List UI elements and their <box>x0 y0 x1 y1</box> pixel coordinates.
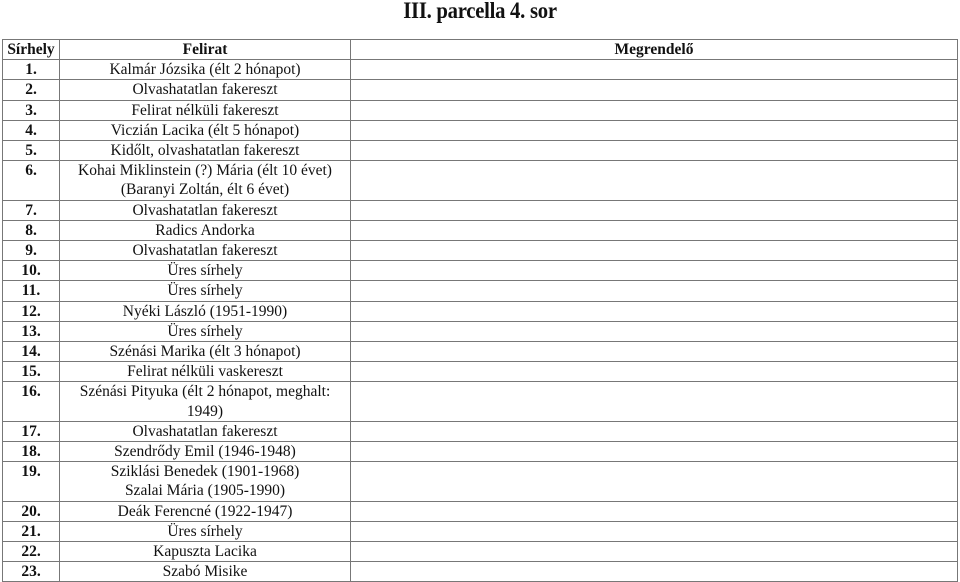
inscription-line: Üres sírhely <box>167 522 243 540</box>
inscription-line: Kalmár Józsika (élt 2 hónapot) <box>109 61 301 79</box>
inscription-cell <box>60 261 351 281</box>
orderer-cell <box>351 301 958 321</box>
inscription-cell <box>60 382 351 421</box>
table-row <box>3 301 958 321</box>
page-title: III. parcella 4. sor <box>403 0 557 23</box>
table-row <box>3 442 958 462</box>
orderer-cell <box>351 200 958 220</box>
inscription-cell <box>60 220 351 240</box>
orderer-cell <box>351 100 958 120</box>
table-row <box>3 342 958 362</box>
table-row <box>3 362 958 382</box>
orderer-cell <box>351 141 958 161</box>
grave-number: 2. <box>3 80 60 100</box>
header-sirhely: Sírhely <box>3 40 60 60</box>
inscription-line: Szénási Pityuka (élt 2 hónapot, meghalt: 1949) <box>79 383 331 420</box>
orderer-cell <box>351 120 958 140</box>
inscription-cell <box>60 362 351 382</box>
orderer-cell <box>351 562 958 582</box>
inscription-line: Kapuszta Lacika <box>153 543 257 561</box>
grave-number: 23. <box>3 562 60 582</box>
grave-number: 14. <box>3 342 60 362</box>
table-row <box>3 281 958 301</box>
inscription-line: Olvashatatlan fakereszt <box>132 422 278 440</box>
inscription-cell <box>60 60 351 80</box>
table-row <box>3 100 958 120</box>
orderer-cell <box>351 521 958 541</box>
inscription-line: Nyéki László (1951-1990) <box>122 302 288 320</box>
orderer-cell <box>351 382 958 421</box>
inscription-cell <box>60 241 351 261</box>
orderer-cell <box>351 421 958 441</box>
grave-number: 10. <box>3 261 60 281</box>
orderer-cell <box>351 60 958 80</box>
grave-number: 22. <box>3 542 60 562</box>
table-row <box>3 462 958 501</box>
grave-number: 8. <box>3 220 60 240</box>
grave-number: 19. <box>3 462 60 501</box>
inscription-cell <box>60 501 351 521</box>
table-row <box>3 501 958 521</box>
inscription-line: Olvashatatlan fakereszt <box>132 201 278 219</box>
inscription-line: Felirat nélküli vaskereszt <box>127 363 283 381</box>
grave-number: 13. <box>3 321 60 341</box>
orderer-cell <box>351 161 958 200</box>
inscription-line: Üres sírhely <box>167 322 243 340</box>
table-row <box>3 60 958 80</box>
inscription-line: Szabó Misike <box>162 563 248 581</box>
grave-number: 6. <box>3 161 60 200</box>
inscription-cell <box>60 120 351 140</box>
inscription-line: Üres sírhely <box>167 262 243 280</box>
inscription-line: Kidőlt, olvashatatlan fakereszt <box>110 142 300 160</box>
inscription-cell <box>60 442 351 462</box>
inscription-cell <box>60 161 351 200</box>
orderer-cell <box>351 342 958 362</box>
inscription-cell <box>60 462 351 501</box>
inscription-line: Szénási Marika (élt 3 hónapot) <box>109 343 301 361</box>
inscription-line: Szendrődy Emil (1946-1948) <box>114 443 296 461</box>
inscription-line: Szalai Mária (1905-1990) <box>124 482 286 500</box>
inscription-cell <box>60 200 351 220</box>
inscription-line: (Baranyi Zoltán, élt 6 évet) <box>120 181 290 199</box>
inscription-line: Sziklási Benedek (1901-1968) <box>110 463 300 481</box>
inscription-line: Radics Andorka <box>155 221 255 239</box>
header-felirat: Felirat <box>60 40 351 60</box>
grave-number: 21. <box>3 521 60 541</box>
table-row <box>3 421 958 441</box>
table-row <box>3 120 958 140</box>
orderer-cell <box>351 501 958 521</box>
inscription-cell <box>60 421 351 441</box>
inscription-cell <box>60 542 351 562</box>
inscription-cell <box>60 342 351 362</box>
grave-number: 16. <box>3 382 60 421</box>
table-row <box>3 80 958 100</box>
table-row <box>3 141 958 161</box>
table-header <box>3 40 958 60</box>
orderer-cell <box>351 442 958 462</box>
orderer-cell <box>351 80 958 100</box>
grave-number: 17. <box>3 421 60 441</box>
grave-number: 3. <box>3 100 60 120</box>
table-row <box>3 200 958 220</box>
grave-number: 4. <box>3 120 60 140</box>
inscription-cell <box>60 301 351 321</box>
inscription-cell <box>60 562 351 582</box>
inscription-cell <box>60 100 351 120</box>
header-megrendelo: Megrendelő <box>351 40 958 60</box>
grave-number: 9. <box>3 241 60 261</box>
orderer-cell <box>351 220 958 240</box>
orderer-cell <box>351 241 958 261</box>
grave-number: 11. <box>3 281 60 301</box>
inscription-line: Olvashatatlan fakereszt <box>132 81 278 99</box>
inscription-cell <box>60 281 351 301</box>
inscription-cell <box>60 141 351 161</box>
grave-number: 15. <box>3 362 60 382</box>
table-row <box>3 220 958 240</box>
table-row <box>3 521 958 541</box>
table-row <box>3 562 958 582</box>
inscription-line: Viczián Lacika (élt 5 hónapot) <box>110 121 300 139</box>
inscription-cell <box>60 521 351 541</box>
orderer-cell <box>351 321 958 341</box>
grave-number: 5. <box>3 141 60 161</box>
table-row <box>3 542 958 562</box>
table-row <box>3 261 958 281</box>
grave-number: 12. <box>3 301 60 321</box>
inscription-line: Deák Ferencné (1922-1947) <box>117 502 293 520</box>
table-row <box>3 321 958 341</box>
grave-number: 1. <box>3 60 60 80</box>
grave-number: 7. <box>3 200 60 220</box>
grave-number: 18. <box>3 442 60 462</box>
orderer-cell <box>351 462 958 501</box>
orderer-cell <box>351 542 958 562</box>
inscription-cell <box>60 80 351 100</box>
orderer-cell <box>351 281 958 301</box>
orderer-cell <box>351 362 958 382</box>
orderer-cell <box>351 261 958 281</box>
grave-number: 20. <box>3 501 60 521</box>
inscription-line: Felirat nélküli fakereszt <box>131 101 279 119</box>
inscription-line: Kohai Miklinstein (?) Mária (élt 10 évet) <box>78 162 332 180</box>
grave-table <box>2 39 958 582</box>
inscription-line: Üres sírhely <box>167 282 243 300</box>
table-row <box>3 241 958 261</box>
table-row <box>3 382 958 421</box>
table-row <box>3 161 958 200</box>
inscription-cell <box>60 321 351 341</box>
inscription-line: Olvashatatlan fakereszt <box>132 242 278 260</box>
